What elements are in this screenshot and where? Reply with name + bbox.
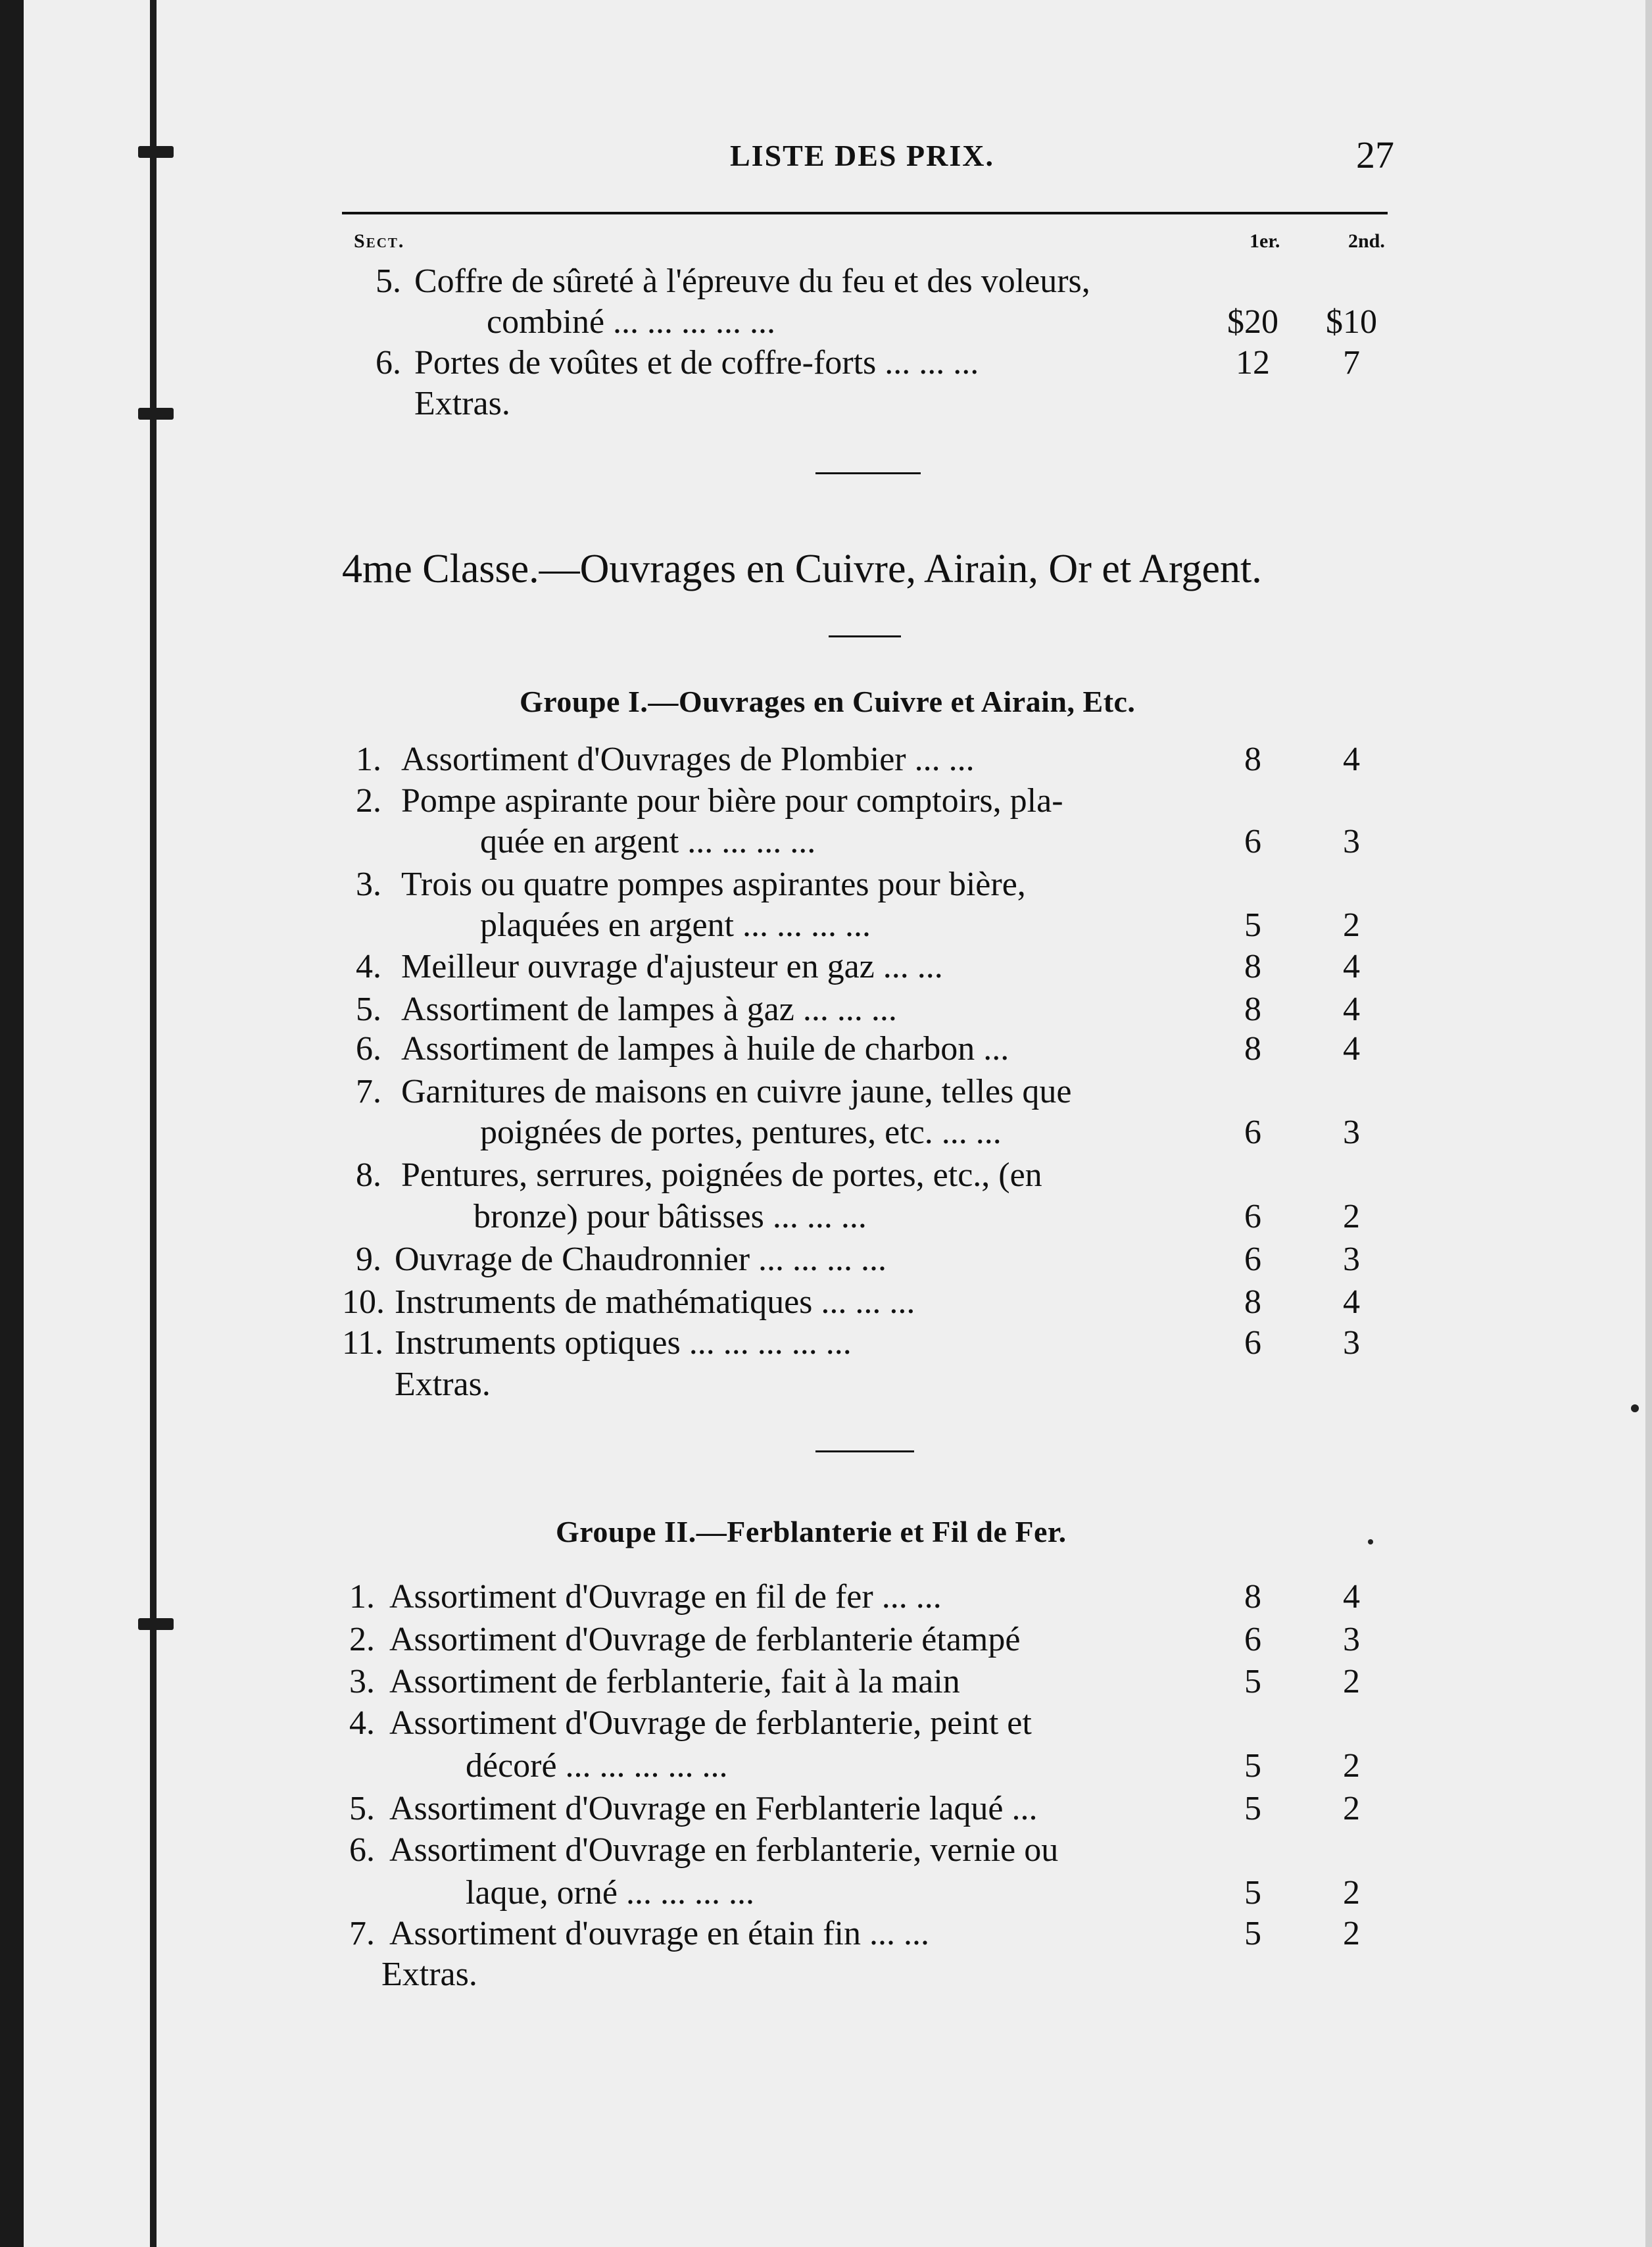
group-title: Groupe I.—Ouvrages en Cuivre et Airain, Etc. xyxy=(520,685,1136,718)
first-prize: 6 xyxy=(1244,1621,1261,1658)
first-prize: 8 xyxy=(1244,991,1261,1028)
item-text: Assortiment d'Ouvrage de ferblanterie étampé xyxy=(389,1621,1021,1658)
first-prize: 5 xyxy=(1244,1747,1261,1785)
section-divider xyxy=(815,472,921,474)
item-text: Assortiment de lampes à gaz ... ... ... xyxy=(401,991,897,1028)
item-text: Pompe aspirante pour bière pour comptoirs, pla- xyxy=(401,782,1063,820)
scan-speck xyxy=(1368,1539,1373,1544)
item-number: 7. xyxy=(349,1915,375,1952)
first-prize: 8 xyxy=(1244,1283,1261,1321)
section-divider xyxy=(815,1450,914,1452)
item-text: décoré ... ... ... ... ... xyxy=(466,1747,728,1785)
second-prize: $10 xyxy=(1326,303,1377,341)
item-text: Instruments optiques ... ... ... ... ... xyxy=(395,1324,852,1362)
item-number: 5. xyxy=(349,1790,375,1827)
first-prize: 8 xyxy=(1244,1578,1261,1616)
first-prize: 5 xyxy=(1244,1663,1261,1700)
item-text: Assortiment d'Ouvrage en ferblanterie, vernie ou xyxy=(389,1831,1059,1869)
first-prize: 6 xyxy=(1244,1198,1261,1235)
item-text: bronze) pour bâtisses ... ... ... xyxy=(474,1198,867,1235)
page-header xyxy=(342,134,1394,191)
second-prize: 2 xyxy=(1343,1747,1360,1785)
second-prize-header: 2nd. xyxy=(1348,230,1385,252)
item-text: Assortiment d'Ouvrage en Ferblanterie laqué ... xyxy=(389,1790,1038,1827)
extras-label: Extras. xyxy=(381,1956,477,1993)
item-text: Ouvrage de Chaudronnier ... ... ... ... xyxy=(395,1241,887,1278)
second-prize: 7 xyxy=(1343,344,1360,382)
second-prize: 2 xyxy=(1343,1790,1360,1827)
first-prize: 5 xyxy=(1244,1874,1261,1912)
item-text: quée en argent ... ... ... ... xyxy=(480,823,816,860)
first-prize: 6 xyxy=(1244,1114,1261,1151)
binding-clip xyxy=(138,408,174,420)
first-prize: $20 xyxy=(1227,303,1278,341)
binding-cord xyxy=(150,0,157,2247)
extras-label: Extras. xyxy=(414,385,510,422)
item-number: 2. xyxy=(356,782,381,820)
page-number: 27 xyxy=(1356,134,1394,176)
first-prize: 5 xyxy=(1244,906,1261,944)
item-number: 10. xyxy=(342,1283,385,1321)
item-number: 6. xyxy=(376,344,401,382)
second-prize: 2 xyxy=(1343,1915,1360,1952)
item-number: 5. xyxy=(356,991,381,1028)
first-prize: 5 xyxy=(1244,1915,1261,1952)
running-head: LISTE DES PRIX. xyxy=(730,139,994,172)
item-text: Assortiment de lampes à huile de charbon ... xyxy=(401,1030,1009,1068)
scan-speck xyxy=(1631,1404,1639,1412)
item-text: Assortiment d'Ouvrages de Plombier ... ... xyxy=(401,741,975,778)
item-text: poignées de portes, pentures, etc. ... ... xyxy=(480,1114,1002,1151)
item-text: Portes de voûtes et de coffre-forts ... ... ... xyxy=(414,344,979,382)
second-prize: 2 xyxy=(1343,906,1360,944)
item-text: combiné ... ... ... ... ... xyxy=(487,303,776,341)
second-prize: 3 xyxy=(1343,823,1360,860)
binding-clip xyxy=(138,146,174,158)
first-prize: 5 xyxy=(1244,1790,1261,1827)
item-number: 11. xyxy=(342,1324,384,1362)
item-text: Assortiment de ferblanterie, fait à la main xyxy=(389,1663,960,1700)
header-rule xyxy=(342,212,1388,214)
item-number: 2. xyxy=(349,1621,375,1658)
item-text: Assortiment d'Ouvrage de ferblanterie, peint et xyxy=(389,1704,1032,1742)
second-prize: 4 xyxy=(1343,991,1360,1028)
second-prize: 3 xyxy=(1343,1324,1360,1362)
second-prize: 3 xyxy=(1343,1621,1360,1658)
item-text: Assortiment d'ouvrage en étain fin ... ... xyxy=(389,1915,929,1952)
second-prize: 3 xyxy=(1343,1241,1360,1278)
second-prize: 2 xyxy=(1343,1874,1360,1912)
binding-clip xyxy=(138,1618,174,1630)
classe-title: 4me Classe.—Ouvrages en Cuivre, Airain, Or et Argent. xyxy=(342,547,1262,591)
first-prize: 8 xyxy=(1244,1030,1261,1068)
item-text: Coffre de sûreté à l'épreuve du feu et des voleurs, xyxy=(414,262,1090,300)
second-prize: 4 xyxy=(1343,948,1360,985)
item-text: Garnitures de maisons en cuivre jaune, telles que xyxy=(401,1073,1072,1110)
first-prize: 8 xyxy=(1244,948,1261,985)
second-prize: 2 xyxy=(1343,1198,1360,1235)
first-prize-header: 1er. xyxy=(1250,230,1280,252)
item-number: 4. xyxy=(349,1704,375,1742)
item-text: Meilleur ouvrage d'ajusteur en gaz ... ... xyxy=(401,948,943,985)
second-prize: 4 xyxy=(1343,1578,1360,1616)
item-text: Assortiment d'Ouvrage en fil de fer ... ... xyxy=(389,1578,942,1616)
item-text: Pentures, serrures, poignées de portes, etc., (en xyxy=(401,1156,1042,1194)
extras-label: Extras. xyxy=(395,1366,491,1403)
item-number: 6. xyxy=(356,1030,381,1068)
item-number: 9. xyxy=(356,1241,381,1278)
first-prize: 8 xyxy=(1244,741,1261,778)
group-title: Groupe II.—Ferblanterie et Fil de Fer. xyxy=(556,1515,1067,1548)
second-prize: 2 xyxy=(1343,1663,1360,1700)
item-number: 1. xyxy=(356,741,381,778)
item-number: 5. xyxy=(376,262,401,300)
item-number: 7. xyxy=(356,1073,381,1110)
item-text: laque, orné ... ... ... ... xyxy=(466,1874,755,1912)
section-divider xyxy=(829,635,901,637)
item-number: 4. xyxy=(356,948,381,985)
item-number: 6. xyxy=(349,1831,375,1869)
first-prize: 6 xyxy=(1244,823,1261,860)
second-prize: 4 xyxy=(1343,741,1360,778)
scan-right-border xyxy=(1645,0,1652,2247)
first-prize: 6 xyxy=(1244,1241,1261,1278)
item-number: 1. xyxy=(349,1578,375,1616)
item-text: plaquées en argent ... ... ... ... xyxy=(480,906,871,944)
item-text: Trois ou quatre pompes aspirantes pour bière, xyxy=(401,866,1026,903)
item-number: 3. xyxy=(349,1663,375,1700)
scan-left-border xyxy=(0,0,24,2247)
sect-column-header: Sect. xyxy=(354,230,405,252)
second-prize: 4 xyxy=(1343,1283,1360,1321)
first-prize: 6 xyxy=(1244,1324,1261,1362)
item-text: Instruments de mathématiques ... ... ... xyxy=(395,1283,915,1321)
item-number: 3. xyxy=(356,866,381,903)
second-prize: 3 xyxy=(1343,1114,1360,1151)
second-prize: 4 xyxy=(1343,1030,1360,1068)
first-prize: 12 xyxy=(1236,344,1270,382)
item-number: 8. xyxy=(356,1156,381,1194)
